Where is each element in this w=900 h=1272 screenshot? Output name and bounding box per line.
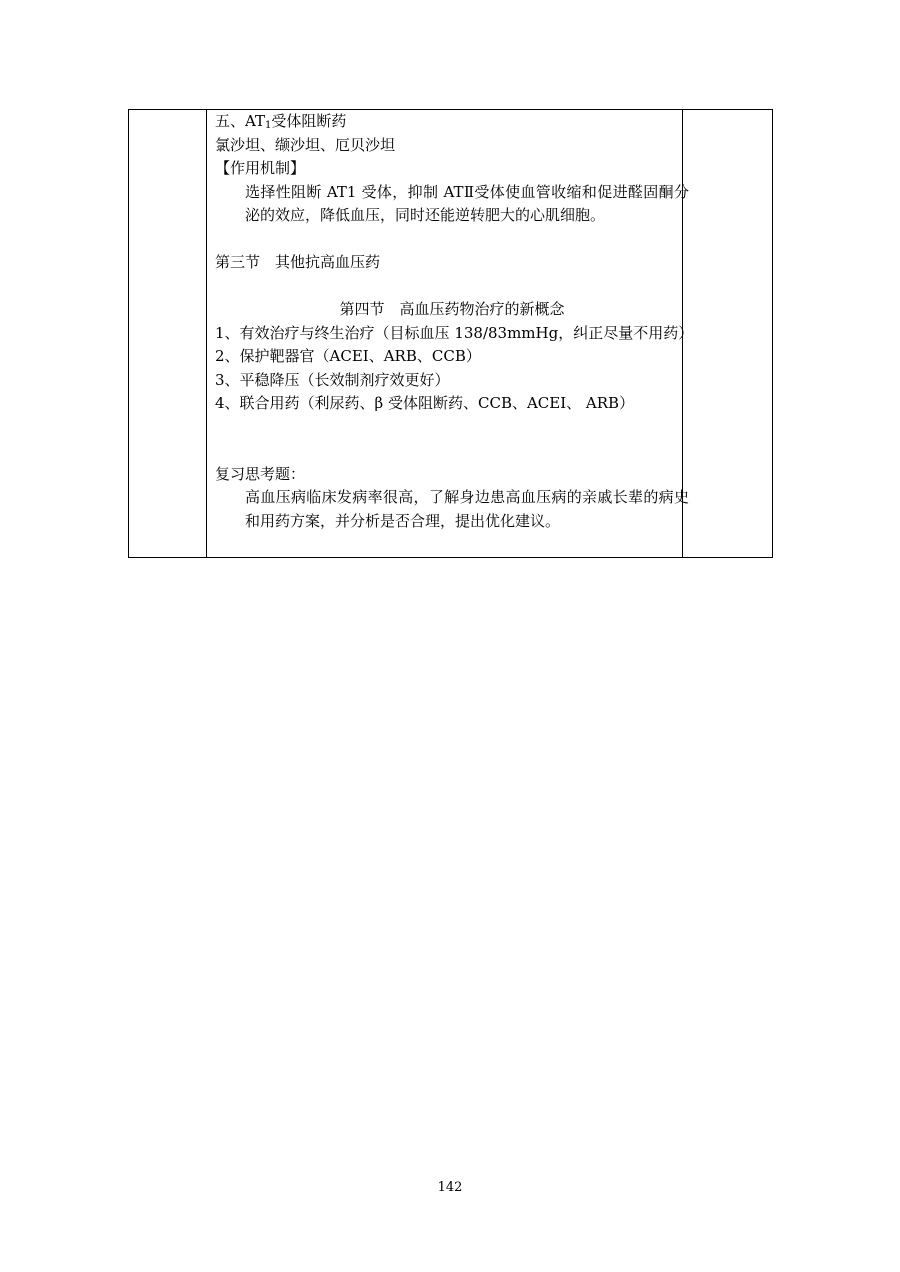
page-number: 142	[437, 1180, 463, 1195]
drug-list: 氯沙坦、缬沙坦、厄贝沙坦	[215, 135, 396, 154]
point-2: 2、保护靶器官（ACEI、ARB、CCB）	[215, 347, 481, 365]
point-4: 4、联合用药（利尿药、β 受体阻断药、CCB、ACEI、 ARB）	[215, 394, 635, 412]
mechanism-text: 选择性阻断 AT1 受体，抑制 ATⅡ受体使血管收缩和促进醛固酮分泌的效应，降低血压，同时还能逆转肥大的心肌细胞。	[245, 182, 689, 224]
point-1: 1、有效治疗与终生治疗（目标血压 138/83mmHg，纠正尽量不用药）	[215, 323, 694, 342]
content-cell	[215, 110, 694, 533]
review-title: 复习思考题：	[215, 464, 306, 483]
section-3-title: 第三节 其他抗高血压药	[215, 253, 381, 271]
point-3: 3、平稳降压（长效制剂疗效更好）	[215, 370, 450, 389]
mechanism-title: 【作用机制】	[215, 159, 306, 177]
lesson-table	[128, 109, 773, 558]
section-4-title: 第四节 高血压药物治疗的新概念	[339, 300, 565, 318]
review-text: 高血压病临床发病率很高，了解身边患高血压病的亲戚长辈的病史和用药方案，并分析是否合理，提出优化建议。	[245, 488, 689, 530]
section-heading-at1: 五、$AT_1$受体阻断药	[215, 112, 347, 131]
right-column-cell	[682, 110, 772, 557]
left-column-cell	[129, 110, 207, 557]
